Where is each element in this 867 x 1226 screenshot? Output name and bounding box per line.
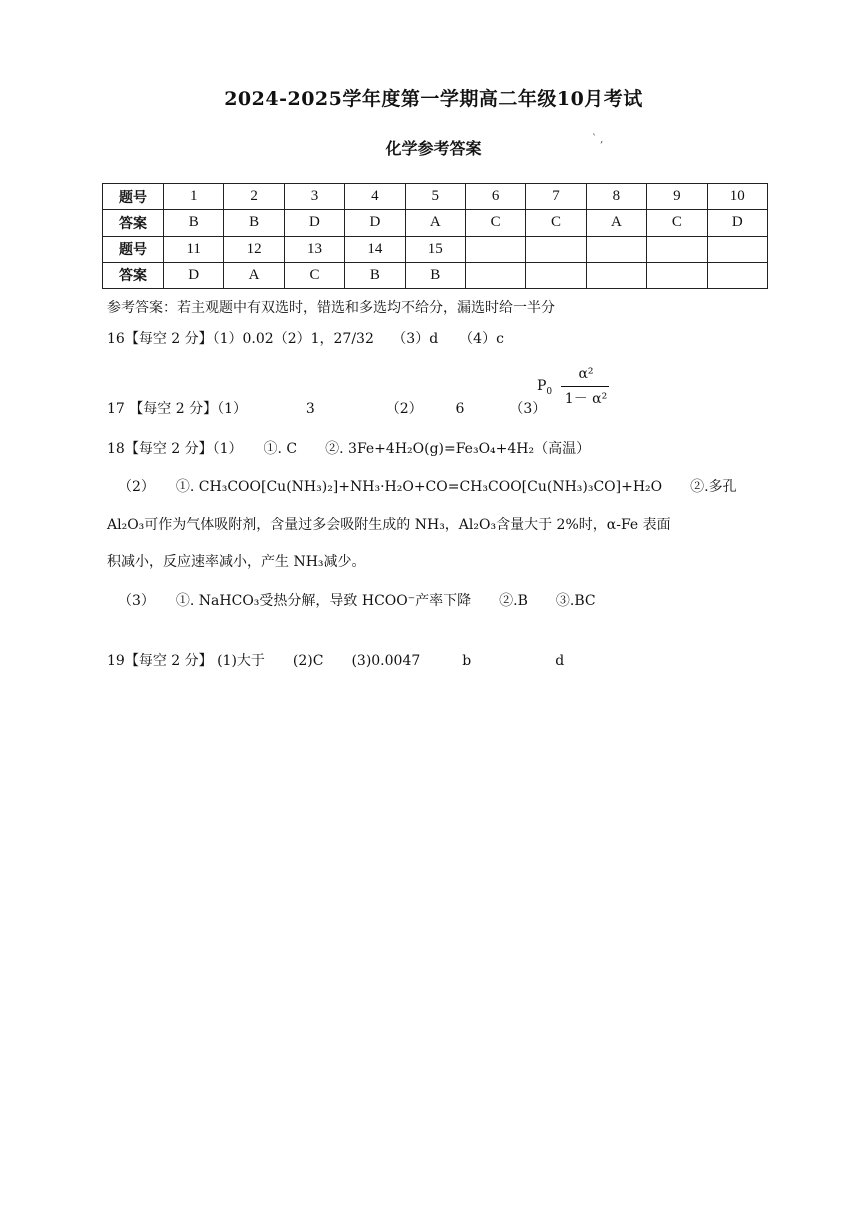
q17-numerator: α² — [578, 366, 594, 382]
row-header: 题号 — [103, 184, 164, 210]
answer-table-row — [103, 210, 768, 236]
table-cell: 10 — [707, 184, 767, 210]
table-cell: 4 — [345, 184, 405, 210]
table-cell: 8 — [586, 184, 646, 210]
q17-answer-1: 3 — [305, 401, 315, 417]
page-subtitle: 化学参考答案 — [385, 139, 482, 158]
q17-lead: 17 【每空 2 分】（1） — [107, 401, 247, 417]
question-16-answer: 16【每空 2 分】（1）0.02（2）1，27/32 （3）d （4）c — [107, 331, 504, 347]
table-cell: 9 — [647, 184, 707, 210]
table-cell: B — [345, 262, 405, 288]
question-18-line-4: 积减小，反应速率减小，产生 NH₃减少。 — [107, 554, 366, 570]
question-17-answer — [107, 398, 546, 418]
table-cell: 15 — [405, 236, 465, 262]
table-cell: D — [707, 210, 767, 236]
table-cell: C — [465, 210, 525, 236]
table-cell: 13 — [284, 236, 344, 262]
table-cell — [526, 236, 586, 262]
table-cell: 11 — [164, 236, 224, 262]
table-cell: 1 — [164, 184, 224, 210]
table-cell — [465, 262, 525, 288]
question-18-line-5: （3） ①. NaHCO₃受热分解，导致 HCOO⁻产率下降 ②.B ③.BC — [118, 593, 596, 609]
table-cell: B — [224, 210, 284, 236]
table-cell: 7 — [526, 184, 586, 210]
table-cell: 12 — [224, 236, 284, 262]
row-header: 答案 — [103, 262, 164, 288]
fraction-bar — [561, 386, 609, 387]
q17-label-2: （2） — [385, 401, 423, 417]
q17-pressure-symbol: $P_0$ — [537, 378, 553, 397]
table-cell: 3 — [284, 184, 344, 210]
q17-label-3: （3） — [509, 401, 547, 417]
table-cell: D — [345, 210, 405, 236]
table-cell — [647, 236, 707, 262]
table-cell: 14 — [345, 236, 405, 262]
table-cell: 5 — [405, 184, 465, 210]
page-title: 2024-2025学年度第一学期高二年级10月考试 — [224, 88, 643, 110]
table-cell — [465, 236, 525, 262]
table-cell: 6 — [465, 184, 525, 210]
table-cell — [707, 236, 767, 262]
answer-table — [102, 183, 768, 289]
table-cell — [586, 236, 646, 262]
table-cell: C — [526, 210, 586, 236]
row-header: 答案 — [103, 210, 164, 236]
table-cell: A — [405, 210, 465, 236]
table-cell — [647, 262, 707, 288]
table-cell: 2 — [224, 184, 284, 210]
row-header: 题号 — [103, 236, 164, 262]
table-cell — [586, 262, 646, 288]
table-cell: B — [164, 210, 224, 236]
question-19-answer: 19【每空 2 分】 (1)大于 (2)C (3)0.0047 b d — [107, 653, 565, 669]
table-cell: D — [164, 262, 224, 288]
question-18-line-2: （2） ①. CH₃COO[Cu(NH₃)₂]+NH₃·H₂O+CO=CH₃COO[Cu(NH₃)₃CO]+H₂O ②.多孔 — [118, 479, 737, 495]
question-18-line-1: 18【每空 2 分】（1） ①. C ②. 3Fe+4H₂O(g)=Fe₃O₄+4H₂（高温） — [107, 441, 591, 457]
answer-table-row — [103, 262, 768, 288]
answer-table-row — [103, 236, 768, 262]
table-cell: D — [284, 210, 344, 236]
answer-table-row — [103, 184, 768, 210]
question-18-line-3: Al₂O₃可作为气体吸附剂，含量过多会吸附生成的 NH₃，Al₂O₃含量大于 2%时，α-Fe 表面 — [107, 517, 671, 533]
table-cell: C — [284, 262, 344, 288]
table-cell: A — [224, 262, 284, 288]
scoring-note: 参考答案：若主观题中有双选时，错选和多选均不给分，漏选时给一半分 — [107, 300, 555, 316]
table-cell: B — [405, 262, 465, 288]
table-cell — [526, 262, 586, 288]
table-cell: A — [586, 210, 646, 236]
q17-denominator: 1－ α² — [564, 391, 608, 407]
table-cell: C — [647, 210, 707, 236]
scan-specks: ` , — [592, 134, 604, 145]
table-cell — [707, 262, 767, 288]
q17-answer-2: 6 — [455, 401, 465, 417]
